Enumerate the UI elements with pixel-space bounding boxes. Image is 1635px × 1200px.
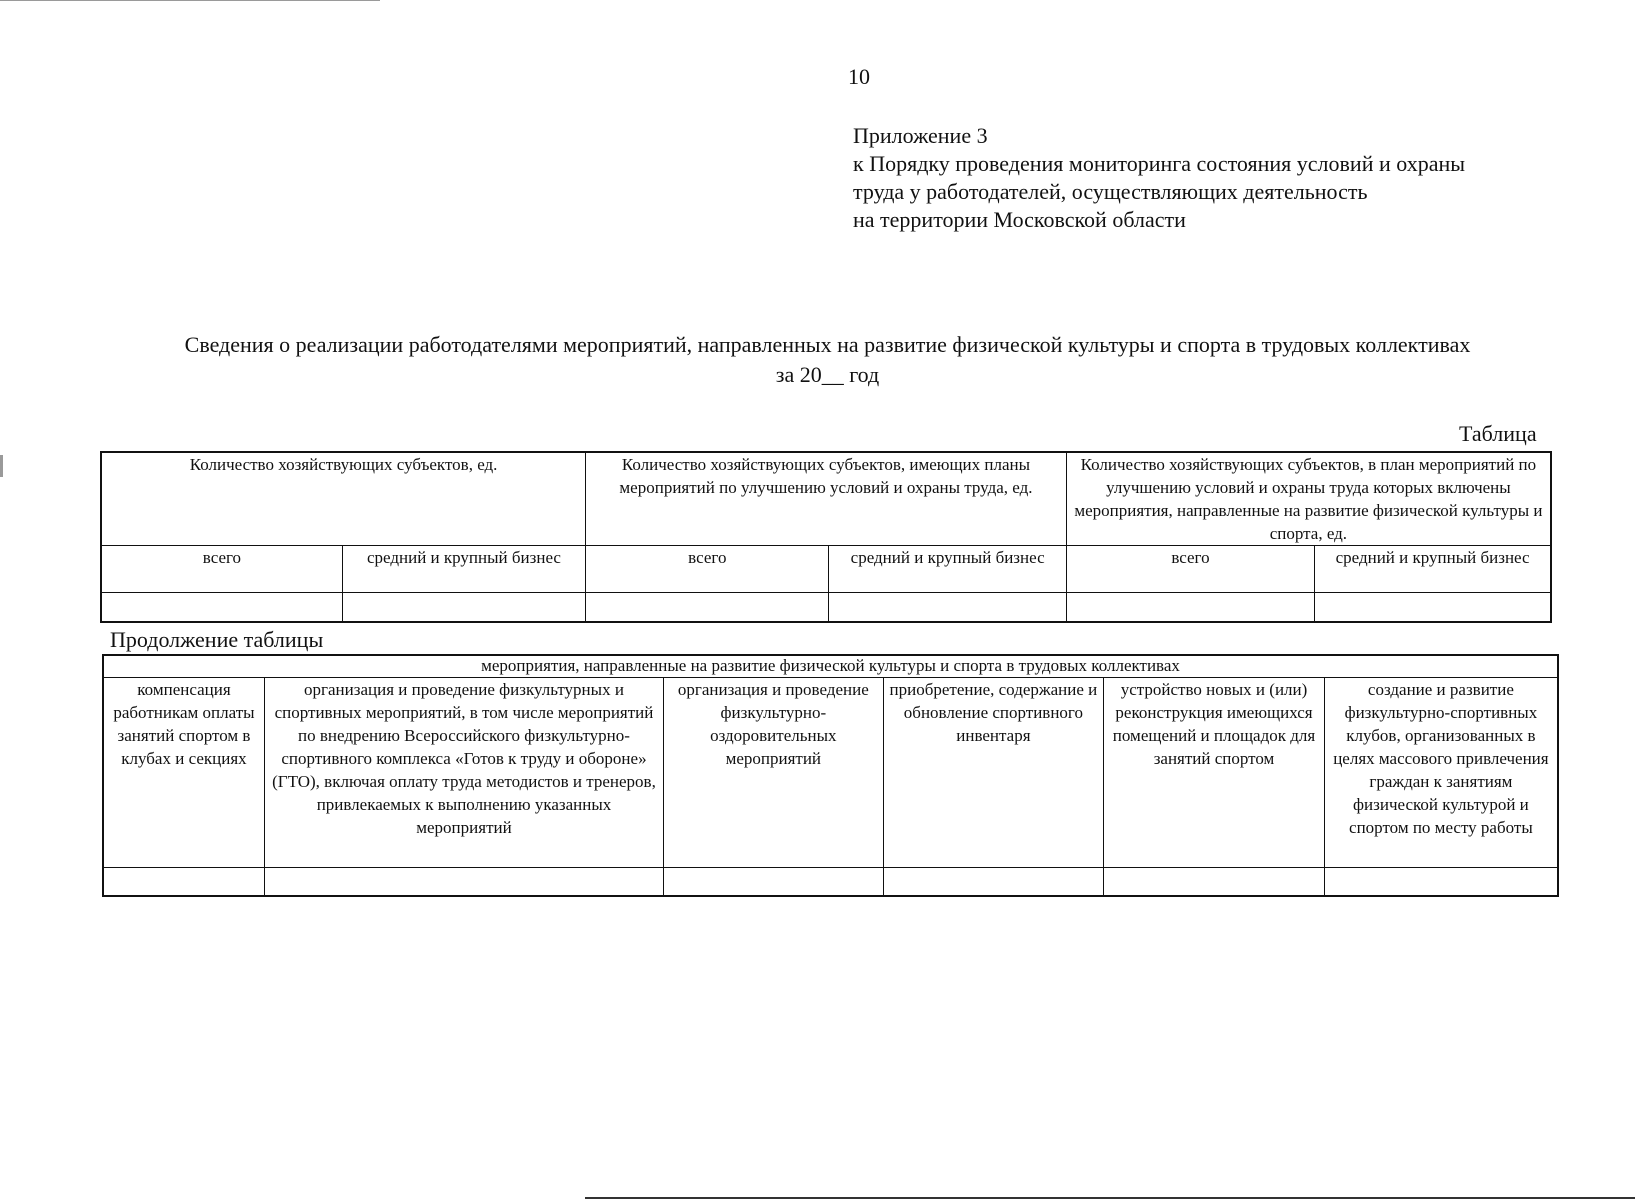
header-cell: компенсация работникам оплаты занятий спортом в клубах и секциях — [103, 678, 264, 868]
table-cell[interactable] — [264, 868, 663, 897]
table-cell[interactable] — [829, 593, 1066, 623]
page-number: 10 — [848, 64, 870, 89]
subheader-cell: средний и крупный бизнес — [1315, 546, 1551, 593]
header-cell: организация и проведение физкультурно-оздоровительных мероприятий — [664, 678, 884, 868]
subheader-cell: средний и крупный бизнес — [342, 546, 585, 593]
activities-table — [102, 654, 1559, 897]
title-year-line: за 20__ год — [775, 362, 880, 387]
header-cell: Количество хозяйствующих субъектов, в план мероприятий по улучшению условий и охраны труда которых включены мероприятия, направленные на развитие физической культуры и спорта, ед. — [1066, 452, 1551, 546]
table-cell[interactable] — [664, 868, 884, 897]
scan-edge-top — [0, 0, 380, 1]
table-caption: Таблица — [1459, 421, 1537, 446]
appendix-line: к Порядку проведения мониторинга состояния условий и охраны — [853, 151, 1466, 176]
appendix-line: на территории Московской области — [853, 207, 1186, 232]
continuation-caption: Продолжение таблицы — [110, 627, 324, 652]
header-cell: Количество хозяйствующих субъектов, имеющих планы мероприятий по улучшению условий и охраны труда, ед. — [586, 452, 1067, 546]
document-title — [60, 330, 1595, 390]
subheader-cell: средний и крупный бизнес — [829, 546, 1066, 593]
appendix-block — [853, 122, 1465, 234]
header-cell: организация и проведение физкультурных и спортивных мероприятий, в том числе мероприятий по внедрению Всероссийского физкультурно-спортивного комплекса «Готов к труду и обороне» (ГТО), включая оплату труда методистов и тренеров, привлекаемых к выполнению указанных мероприятий — [264, 678, 663, 868]
table-cell[interactable] — [1066, 593, 1314, 623]
table-row — [103, 868, 1558, 897]
header-cell: Количество хозяйствующих субъектов, ед. — [101, 452, 586, 546]
table-header-row — [101, 452, 1551, 546]
header-cell: создание и развитие физкультурно-спортивных клубов, организованных в целях массового привлечения граждан к занятиям физической культурой и спортом по месту работы — [1324, 678, 1558, 868]
table-group-header-row — [103, 655, 1558, 678]
header-cell: приобретение, содержание и обновление спортивного инвентаря — [883, 678, 1104, 868]
appendix-line: труда у работодателей, осуществляющих деятельность — [853, 179, 1368, 204]
table-cell[interactable] — [1104, 868, 1325, 897]
table-cell[interactable] — [1324, 868, 1558, 897]
table-cell[interactable] — [101, 593, 342, 623]
table-cell[interactable] — [103, 868, 264, 897]
table-cell[interactable] — [883, 868, 1104, 897]
appendix-line: Приложение 3 — [853, 123, 988, 148]
subheader-cell: всего — [1066, 546, 1314, 593]
subheader-cell: всего — [101, 546, 342, 593]
header-cell: устройство новых и (или) реконструкция имеющихся помещений и площадок для занятий спортом — [1104, 678, 1325, 868]
summary-table — [100, 451, 1552, 623]
group-header-cell: мероприятия, направленные на развитие физической культуры и спорта в трудовых коллективах — [103, 655, 1558, 678]
scan-edge-mark — [0, 455, 3, 477]
table-subheader-row — [101, 546, 1551, 593]
subheader-cell: всего — [586, 546, 829, 593]
table-cell[interactable] — [1315, 593, 1551, 623]
title-line: Сведения о реализации работодателями мероприятий, направленных на развитие физической культуры и спорта в трудовых коллективах — [184, 332, 1471, 357]
table-row — [101, 593, 1551, 623]
table-header-row — [103, 678, 1558, 868]
table-cell[interactable] — [342, 593, 585, 623]
scan-edge-bottom — [585, 1197, 1635, 1199]
table-cell[interactable] — [586, 593, 829, 623]
